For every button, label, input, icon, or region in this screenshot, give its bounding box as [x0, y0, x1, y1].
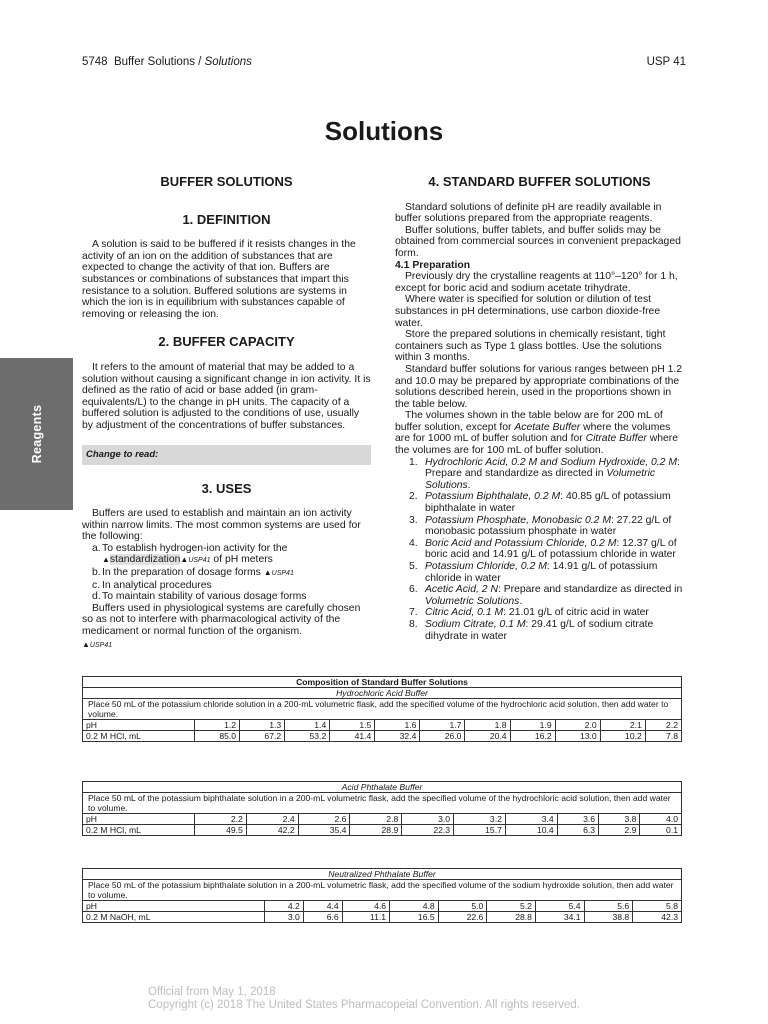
list-item: 1. Hydrochloric Acid, 0.2 M and Sodium Hydroxide, 0.2 M: Prepare and standardize as directed in Volumetric Solutions.: [409, 456, 680, 491]
table-row: pH 2.2 2.4 2.6 2.8 3.0 3.2 3.4 3.6 3.8 4.0: [83, 814, 682, 825]
buffer-solutions-heading: BUFFER SOLUTIONS: [160, 174, 293, 189]
list-item: 2. Potassium Biphthalate, 0.2 M: 40.85 g/L of potassium biphthalate in water: [409, 491, 671, 515]
table-cell: 10.2: [600, 731, 645, 742]
table-cell: 1.7: [420, 720, 465, 731]
table-cell: 5.8: [633, 901, 682, 912]
table-cell: 16.5: [390, 912, 439, 923]
composition-title: Composition of Standard Buffer Solutions: [83, 677, 682, 688]
capacity-text: It refers to the amount of material that may be added to a solution without causing a significant change in ion activity. It is defined as the ratio of acid or base added (in gram-equivalents/L) to the change in pH units. The capacity of a buffered solution is adjusted to the conditions of use, usually by adjustment of the concentrations of buffer substances.: [82, 361, 371, 431]
table-cell: 2.9: [599, 825, 640, 836]
uses-list: [82, 543, 371, 603]
reagent-list: [395, 457, 684, 643]
table-cell: 38.8: [584, 912, 633, 923]
table-cell: 2.2: [645, 720, 681, 731]
table-cell: 1.8: [465, 720, 510, 731]
table-cell: 3.6: [557, 814, 598, 825]
table-cell: 6.3: [557, 825, 598, 836]
table-cell: 28.8: [487, 912, 536, 923]
table-cell: 41.4: [330, 731, 375, 742]
list-item: 3. Potassium Phosphate, Monobasic 0.2 M: 27.22 g/L of monobasic potassium phosphate in water: [409, 514, 672, 538]
table-cell: 2.6: [298, 814, 350, 825]
table-cell: 2.4: [246, 814, 298, 825]
table-cell: 3.8: [599, 814, 640, 825]
table-cell: 85.0: [195, 731, 240, 742]
table-row: 0.2 M HCl, mL 49.5 42.2 35.4 28.9 22.3 15.7 10.4 6.3 2.9 0.1: [83, 825, 682, 836]
table-row: pH 1.2 1.3 1.4 1.5 1.6 1.7 1.8 1.9 2.0 2.1 2.2: [83, 720, 682, 731]
table-cell: 4.8: [390, 901, 439, 912]
preparation-heading: 4.1 Preparation: [395, 259, 471, 271]
running-header-left: 5748 Buffer Solutions / Solutions: [82, 56, 252, 68]
table-subtitle: Hydrochloric Acid Buffer: [83, 688, 682, 699]
table-cell: 5.0: [438, 901, 487, 912]
table-cell: 22.6: [438, 912, 487, 923]
page-number: 5748: [82, 56, 108, 68]
list-item: c. In analytical procedures: [92, 579, 212, 591]
table-cell: 0.1: [640, 825, 682, 836]
table-cell: 1.2: [195, 720, 240, 731]
table-cell: 22.3: [402, 825, 454, 836]
reagents-side-tab: [0, 358, 73, 510]
uses-heading: 3. USES: [201, 480, 252, 496]
revision-footnote: ▲USP41: [82, 639, 113, 649]
list-item: 4. Boric Acid and Potassium Chloride, 0.2 M: 12.37 g/L of boric acid and 14.91 g/L of potassium chloride in water: [409, 537, 677, 561]
hcl-buffer-table: [82, 676, 682, 742]
table-cell: 35.4: [298, 825, 350, 836]
edition: USP 41: [646, 56, 686, 68]
table-cell: 6.6: [303, 912, 342, 923]
table-cell: 1.3: [240, 720, 285, 731]
standard-buffer-heading: 4. STANDARD BUFFER SOLUTIONS: [428, 174, 651, 189]
preparation-para-2: Where water is specified for solution or dilution of test substances in pH determinations, use carbon dioxide-free water.: [395, 294, 661, 329]
list-item: a. To establish hydrogen-ion activity for the ▲standardization▲USP41 of pH meters: [92, 542, 288, 566]
table-cell: 3.0: [265, 912, 304, 923]
list-item: 7. Citric Acid, 0.1 M: 21.01 g/L of citric acid in water: [409, 607, 649, 619]
side-tab-label: Reagents: [29, 404, 44, 464]
table-cell: 4.0: [640, 814, 682, 825]
table-cell: 2.0: [555, 720, 600, 731]
table-instruction: Place 50 mL of the potassium biphthalate solution in a 200-mL volumetric flask, add the specified volume of the sodium hydroxide solution, then add water to volume.: [83, 880, 682, 901]
table-cell: 2.1: [600, 720, 645, 731]
acid-phthalate-table: [82, 781, 682, 836]
table-cell: 34.1: [535, 912, 584, 923]
footer-copyright: Copyright (c) 2018 The United States Pharmacopeial Convention. All rights reserved.: [148, 999, 580, 1011]
list-item: 6. Acetic Acid, 2 N: Prepare and standardize as directed in Volumetric Solutions.: [409, 584, 683, 607]
table-cell: 53.2: [285, 731, 330, 742]
list-item: b. In the preparation of dosage forms ▲USP41: [92, 567, 294, 579]
running-header: [82, 56, 686, 68]
table-row: pH 4.2 4.4 4.6 4.8 5.0 5.2 5.4 5.6 5.8: [83, 901, 682, 912]
table-cell: 1.6: [375, 720, 420, 731]
table-cell: 4.4: [303, 901, 342, 912]
table-cell: 49.5: [195, 825, 247, 836]
preparation-para-3: Store the prepared solutions in chemically resistant, tight containers such as Type 1 glass bottles. Use the solutions within 3 months.: [395, 329, 666, 364]
revision-end-marker: ▲: [180, 555, 189, 565]
table-cell: 26.0: [420, 731, 465, 742]
preparation-para-5: The volumes shown in the table below are for 200 mL of buffer solution, except for Acetate Buffer where the volumes are for 1000 mL of buffer solution and for Citrate Buffer where the volumes are for 100 mL of buffer solution.: [395, 410, 679, 457]
table-cell: 7.8: [645, 731, 681, 742]
table-cell: 15.7: [454, 825, 506, 836]
table-cell: 42.2: [246, 825, 298, 836]
uses-closing: Buffers used in physiological systems are carefully chosen so as not to interfere with pharmacological activity of the medicament or normal function of the organism.: [82, 602, 361, 638]
section-name: Buffer Solutions: [113, 56, 195, 68]
preparation-para-1: Previously dry the crystalline reagents at 110°–120° for 1 h, except for boric acid and sodium acetate trihydrate.: [395, 271, 678, 294]
table-cell: 10.4: [505, 825, 557, 836]
table-cell: 3.0: [402, 814, 454, 825]
list-item: d. To maintain stability of various dosage forms: [92, 591, 307, 603]
page-title: Solutions: [324, 116, 444, 146]
table-cell: 67.2: [240, 731, 285, 742]
table-cell: 20.4: [465, 731, 510, 742]
table-cell: 11.1: [342, 912, 389, 923]
uses-intro: Buffers are used to establish and maintain an ion activity within narrow limits. The most common systems are used for the following:: [82, 508, 361, 543]
standard-para-1: Standard solutions of definite pH are readily available in buffer solutions prepared from the appropriate reagents.: [395, 201, 662, 225]
list-item: 8. Sodium Citrate, 0.1 M: 29.41 g/L of sodium citrate dihydrate in water: [409, 618, 654, 642]
neutralized-phthalate-table: [82, 868, 682, 923]
table-cell: 1.5: [330, 720, 375, 731]
table-subtitle: Acid Phthalate Buffer: [83, 782, 682, 793]
table-cell: 4.6: [342, 901, 389, 912]
table-cell: 5.2: [487, 901, 536, 912]
change-notice: Change to read:: [82, 445, 371, 465]
definition-heading: 1. DEFINITION: [182, 211, 271, 227]
left-column: [82, 176, 371, 653]
table-cell: 1.4: [285, 720, 330, 731]
standard-para-2: Buffer solutions, buffer tablets, and buffer solids may be obtained from commercial sources in convenient prepackaged form.: [395, 224, 681, 259]
table-cell: 2.2: [195, 814, 247, 825]
right-column: [395, 176, 684, 642]
definition-text: A solution is said to be buffered if it resists changes in the activity of an ion on the addition of substances that are expected to change the activity of that ion. Buffers are substances or combinations of substances that impart this resistance to a solution. Buffered solutions are systems in which the ion is in equilibrium with substances capable of removing or releasing the ion.: [82, 239, 356, 320]
revision-start-marker: ▲: [102, 555, 110, 565]
table-cell: 5.4: [535, 901, 584, 912]
list-item: 5. Potassium Chloride, 0.2 M: 14.91 g/L of potassium chloride in water: [409, 561, 658, 584]
table-cell: 2.8: [350, 814, 402, 825]
table-cell: 1.9: [510, 720, 555, 731]
table-cell: 42.3: [633, 912, 682, 923]
table-cell: 32.4: [375, 731, 420, 742]
table-row: 0.2 M HCl, mL 85.0 67.2 53.2 41.4 32.4 26.0 20.4 16.2 13.0 10.2 7.8: [83, 731, 682, 742]
capacity-heading: 2. BUFFER CAPACITY: [158, 334, 295, 350]
table-subtitle: Neutralized Phthalate Buffer: [83, 869, 682, 880]
revision-marker: ▲: [263, 568, 272, 578]
table-cell: 16.2: [510, 731, 555, 742]
table-cell: 28.9: [350, 825, 402, 836]
table-cell: 13.0: [555, 731, 600, 742]
table-cell: 4.2: [265, 901, 304, 912]
table-cell: 3.4: [505, 814, 557, 825]
table-instruction: Place 50 mL of the potassium biphthalate solution in a 200-mL volumetric flask, add the specified volume of the hydrochloric acid solution, then add water to volume.: [83, 793, 682, 814]
table-row: 0.2 M NaOH, mL 3.0 6.6 11.1 16.5 22.6 28.8 34.1 38.8 42.3: [83, 912, 682, 923]
table-cell: 5.6: [584, 901, 633, 912]
table-instruction: Place 50 mL of the potassium chloride solution in a 200-mL volumetric flask, add the specified volume of the hydrochloric acid solution, then add water to volume.: [83, 699, 682, 720]
footer-official-date: Official from May 1, 2018: [148, 986, 276, 998]
subsection-name: Solutions: [204, 56, 252, 68]
table-cell: 3.2: [454, 814, 506, 825]
official-footer: [148, 986, 580, 1012]
preparation-para-4: Standard buffer solutions for various ranges between pH 1.2 and 10.0 may be prepared by appropriate combinations of the solutions described herein, used in the proportions shown in the table below.: [395, 363, 683, 410]
